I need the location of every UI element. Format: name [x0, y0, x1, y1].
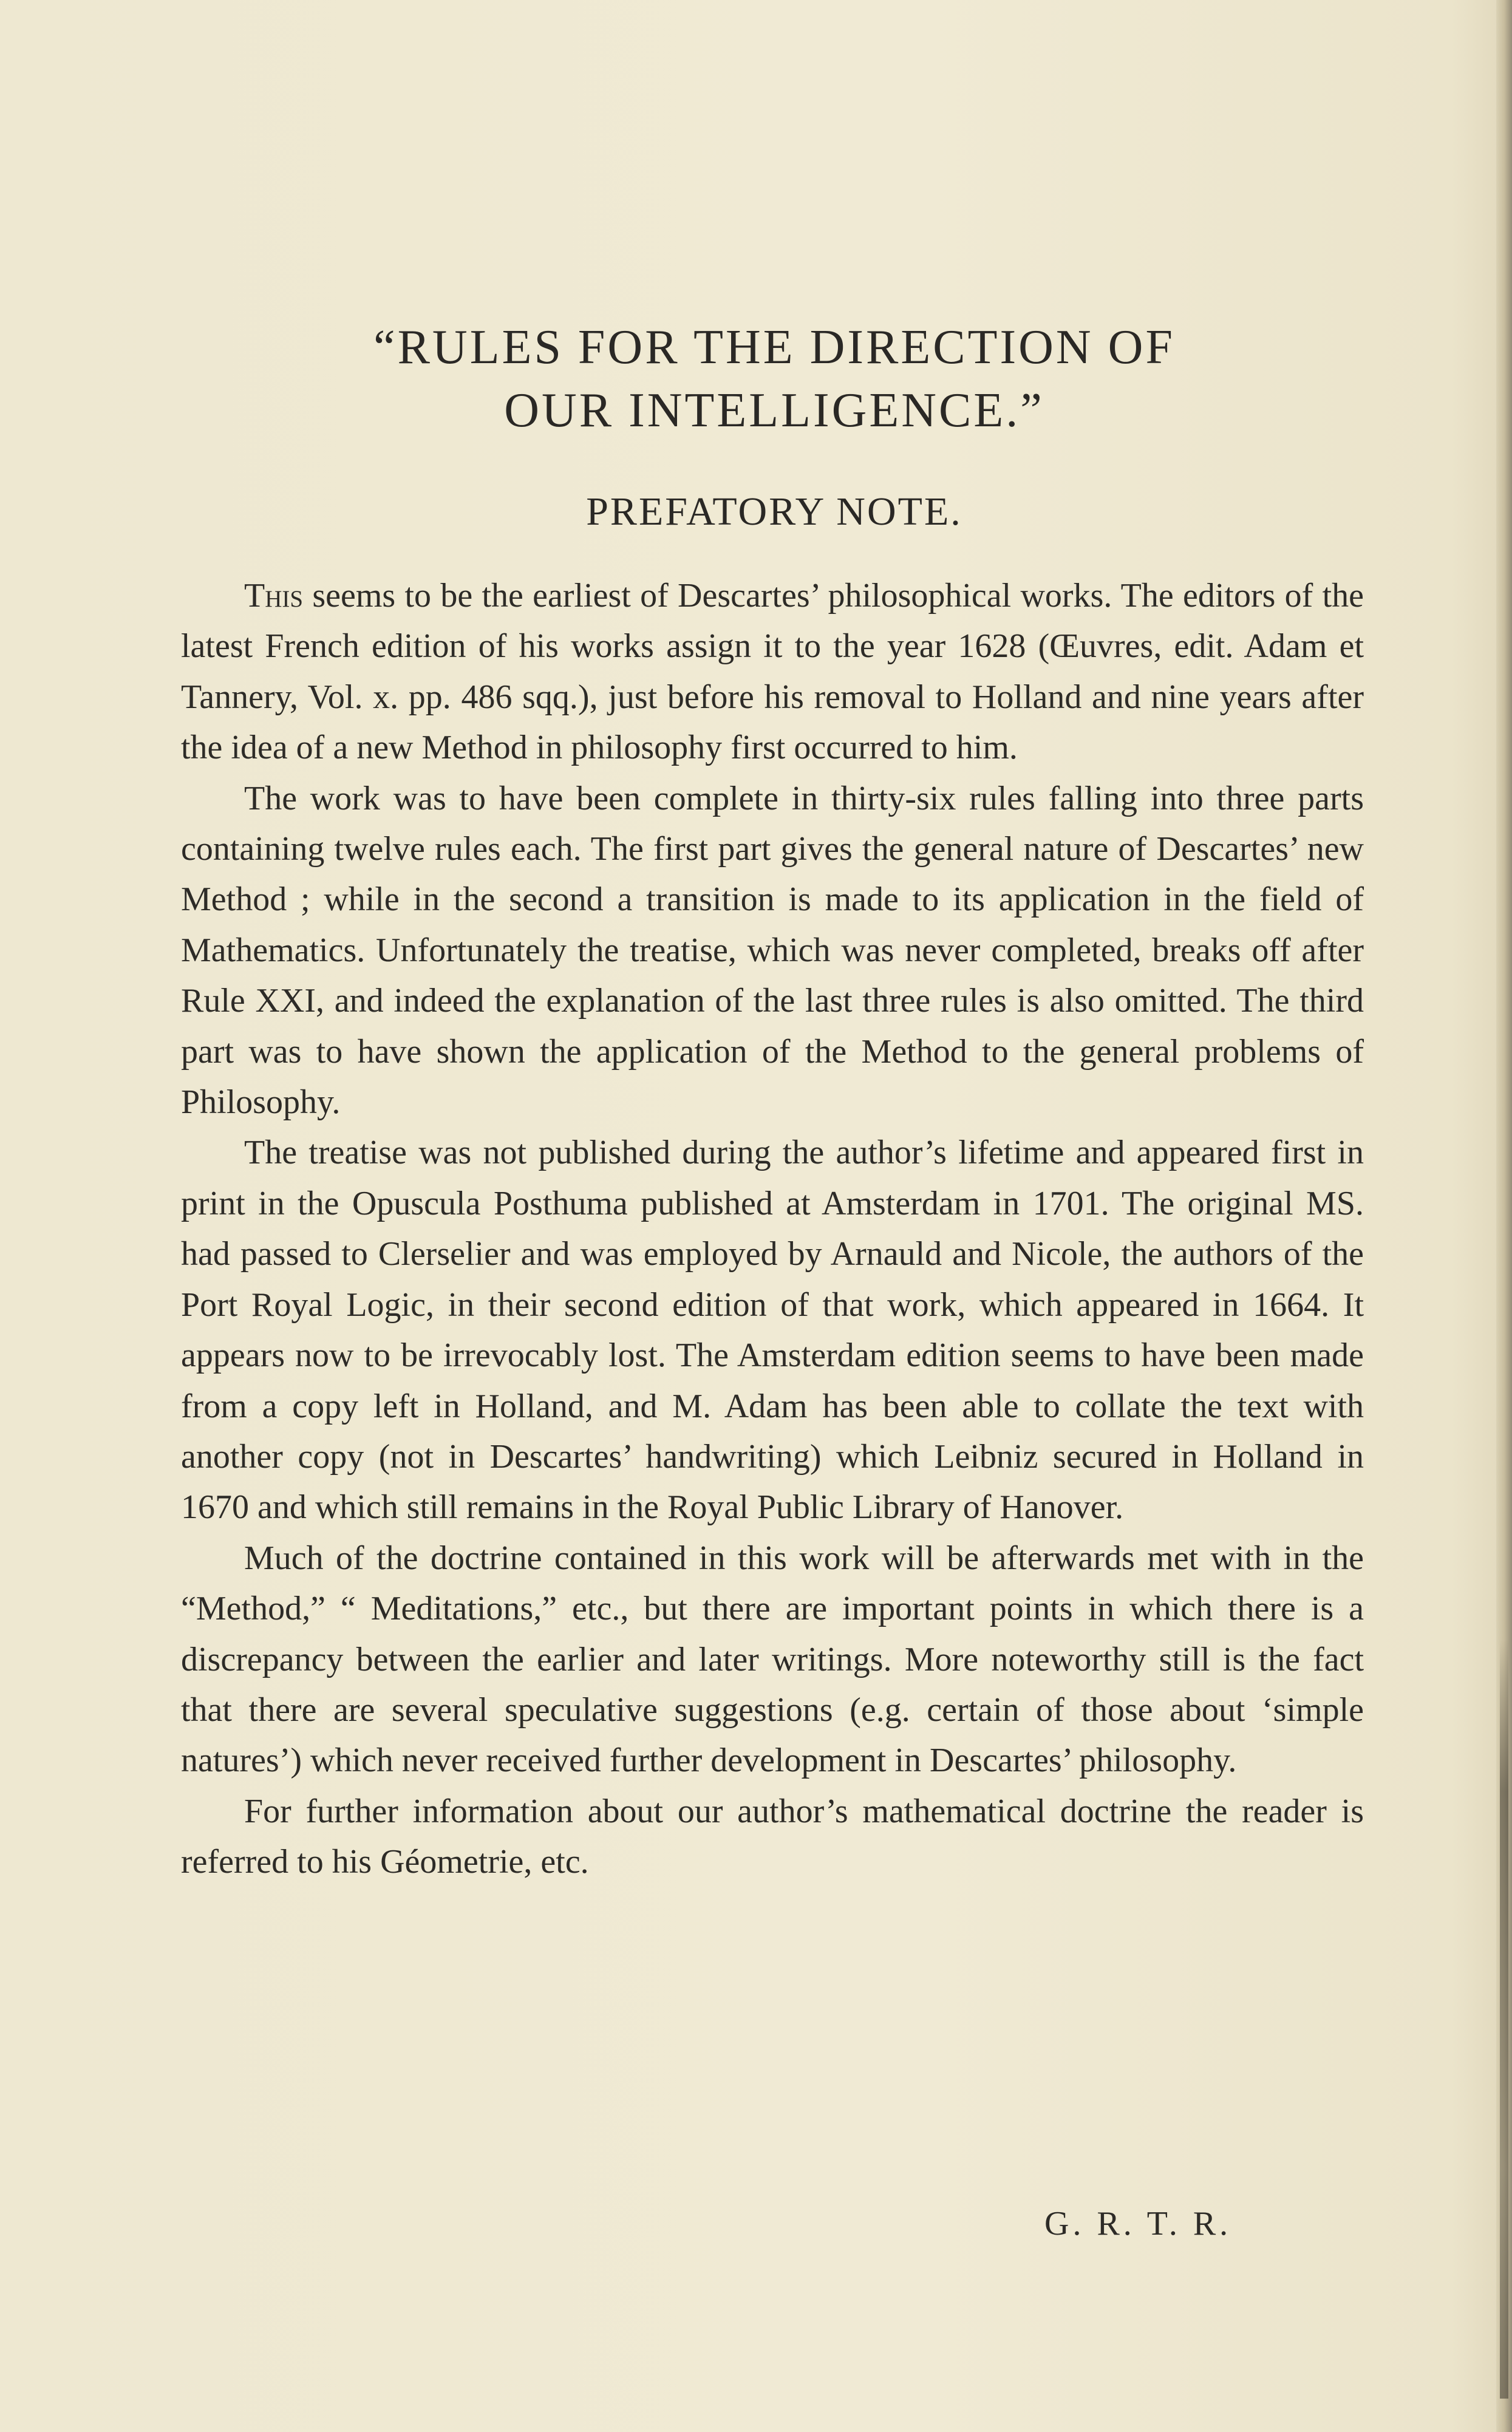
section-heading: PREFATORY NOTE. [586, 489, 962, 534]
paragraph [181, 571, 1364, 774]
title-line-1: “RULES FOR THE DIRECTION OF [373, 321, 1175, 374]
page-title [182, 316, 1366, 442]
paragraph-text: seems to be the earliest of Descartes’ philosophical works. The editors of the latest French edition of his works assign it to the year 1628 (Œuvres, edit. Adam et Tannery, Vol. x. pp. 486 sqq.), just before his removal to Holland and nine years after the idea of a new Method in philosophy first occurred to him. [181, 577, 1364, 767]
paragraph-lead: This [244, 577, 304, 615]
body-text [181, 571, 1364, 1888]
paragraph: Much of the doctrine contained in this work will be afterwards met with in the “Method,” “ Meditations,” etc., but there are important points in which there is a discrepancy between the earlier and later writings. More noteworthy still is the fact that there are several speculative suggestions (e.g. certain of those about ‘simple natures’) which never received further development in Descartes’ philosophy. [181, 1539, 1364, 1780]
page-edge-shadow [1500, 1640, 1508, 2399]
signature-initials: G. R. T. R. [1044, 2205, 1232, 2243]
paragraph: The work was to have been complete in thirty-six rules falling into three parts containing twelve rules each. The first part gives the general nature of Descartes’ new Method ; while in the second a transition is made to its application in the field of Mathematics. Unfortunately the treatise, which was never completed, breaks off after Rule XXI, and indeed the explanation of the last three rules is also omitted. The third part was to have shown the application of the Method to the general problems of Philosophy. [181, 779, 1364, 1122]
paragraph: For further information about our author’s mathematical doctrine the reader is referred to his Géometrie, etc. [181, 1792, 1364, 1881]
paragraph: The treatise was not published during the author’s lifetime and appeared first in print in the Opuscula Posthuma published at Amsterdam in 1701. The original MS. had passed to Clerselier and was employed by Arnauld and Nicole, the authors of the Port Royal Logic, in their second edition of that work, which appeared in 1664. It appears now to be irrevocably lost. The Amsterdam edition seems to have been made from a copy left in Holland, and M. Adam has been able to collate the text with another copy (not in Descartes’ handwriting) which Leibniz secured in Holland in 1670 and which still remains in the Royal Public Library of Hanover. [181, 1134, 1364, 1527]
title-line-2: OUR INTELLIGENCE.” [504, 384, 1044, 437]
